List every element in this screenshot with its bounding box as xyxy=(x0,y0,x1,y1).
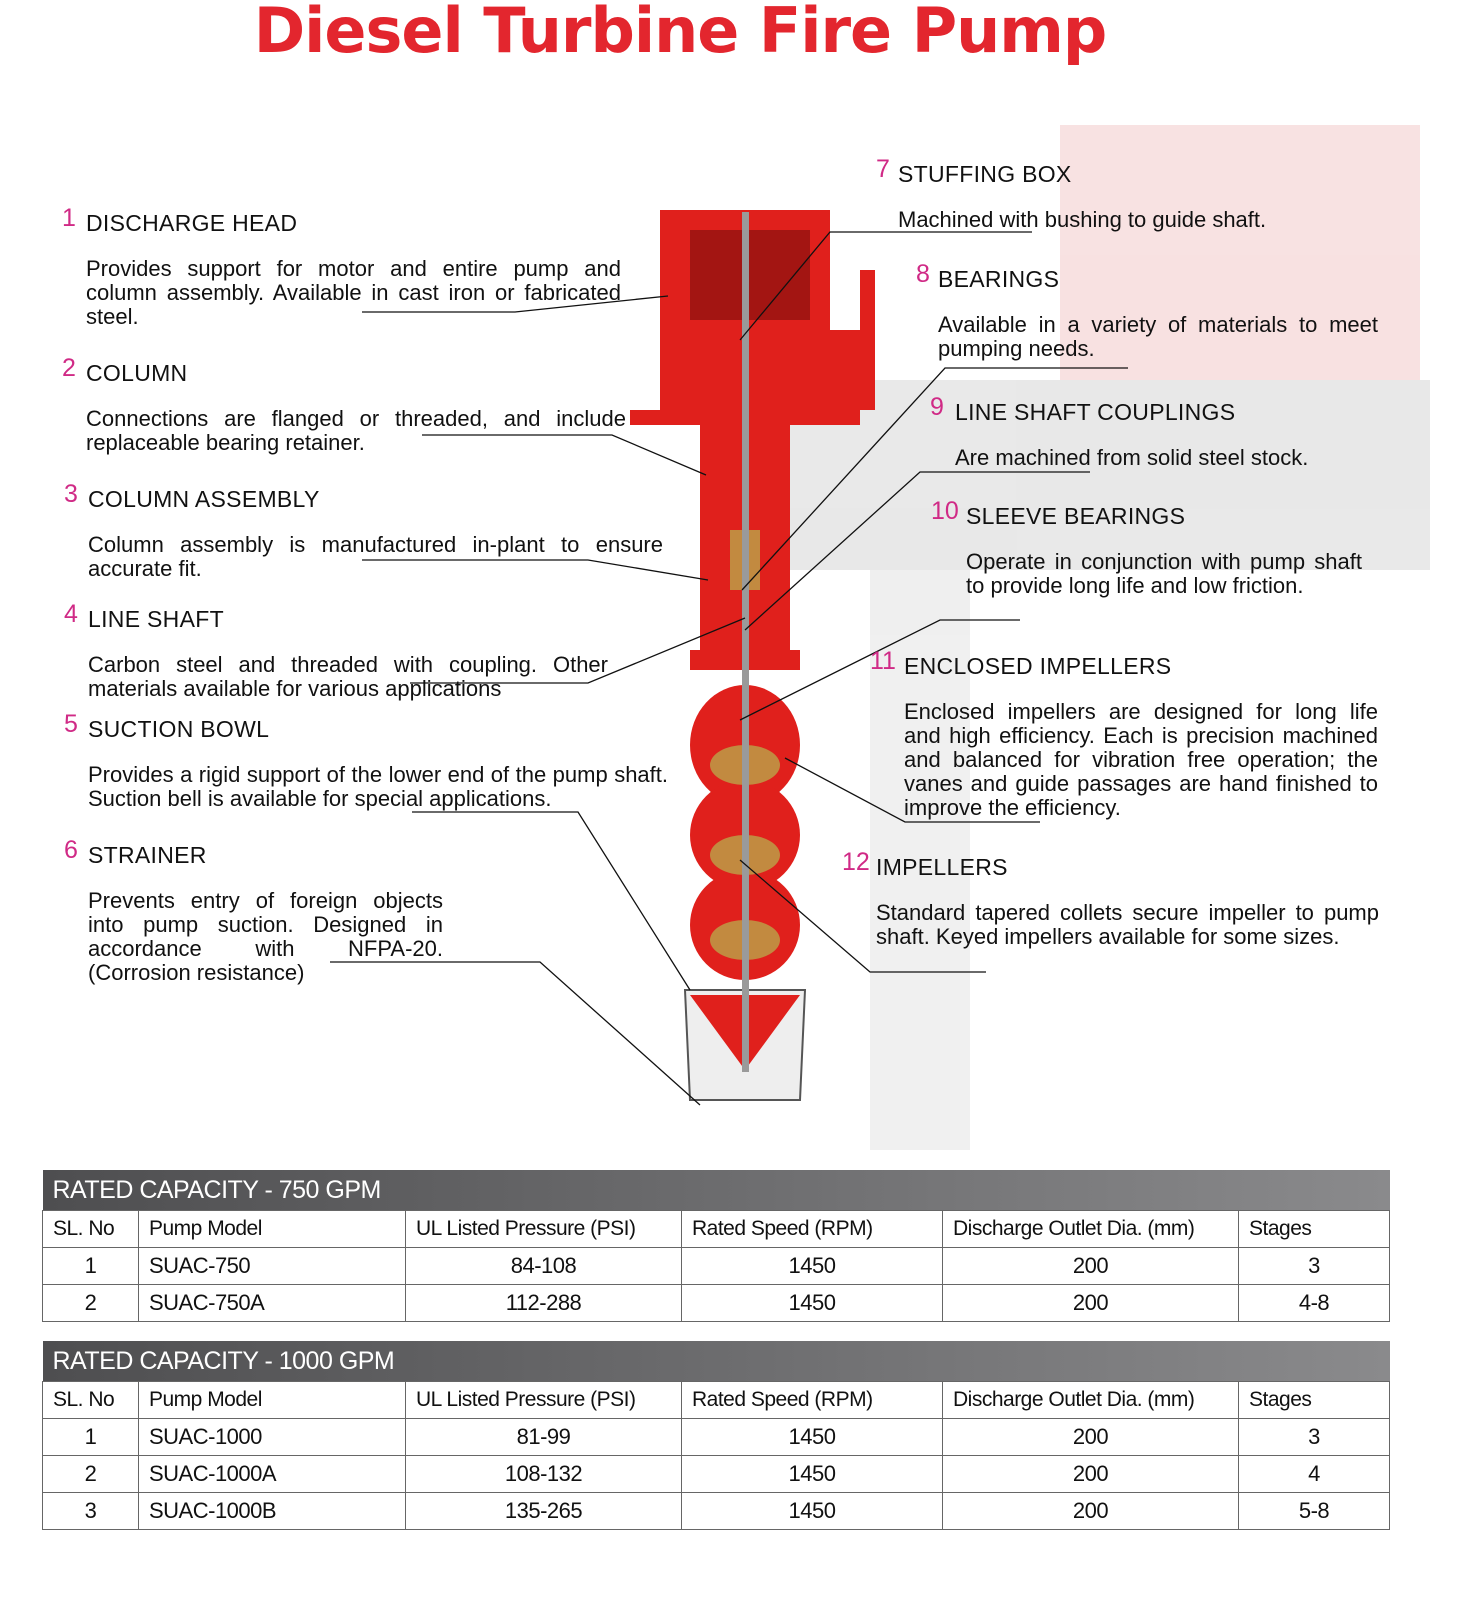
callout-number: 6 xyxy=(64,836,78,864)
callout-title: ENCLOSED IMPELLERS xyxy=(904,653,1172,679)
column-header: Rated Speed (RPM) xyxy=(682,1211,943,1248)
callout-title: STUFFING BOX xyxy=(898,161,1072,187)
cell: 4 xyxy=(1239,1456,1390,1493)
callout-body: Connections are flanged or threaded, and include replaceable bearing retainer. xyxy=(86,406,626,455)
callout-body: Provides support for motor and entire pump and column assembly. Available in cast iron or fabricated steel. xyxy=(86,256,621,329)
column-header: Pump Model xyxy=(139,1382,406,1419)
table-row xyxy=(43,1456,1390,1493)
column-header: Stages xyxy=(1239,1211,1390,1248)
callout-body: Are machined from solid steel stock. xyxy=(955,445,1309,470)
cell: 3 xyxy=(1239,1248,1390,1285)
table-row xyxy=(43,1248,1390,1285)
callout-enclosed-impellers xyxy=(870,647,1378,820)
callout-impellers xyxy=(842,848,1379,949)
cell: 200 xyxy=(943,1419,1239,1456)
cell: SUAC-1000 xyxy=(139,1419,406,1456)
callout-title: LINE SHAFT xyxy=(88,606,224,632)
cell: 1450 xyxy=(682,1285,943,1322)
callout-bearings xyxy=(916,260,1378,361)
callout-body: Standard tapered collets secure impeller to pump shaft. Keyed impellers available for some sizes. xyxy=(876,900,1379,949)
column-header: UL Listed Pressure (PSI) xyxy=(406,1382,682,1419)
cell: 1 xyxy=(43,1248,139,1285)
column-header: SL. No xyxy=(43,1211,139,1248)
column-header: Stages xyxy=(1239,1382,1390,1419)
callout-number: 8 xyxy=(916,260,930,288)
callout-body: Operate in conjunction with pump shaft to provide long life and low friction. xyxy=(966,549,1362,598)
callout-title: SLEEVE BEARINGS xyxy=(966,503,1186,529)
cell: SUAC-750A xyxy=(139,1285,406,1322)
cell: 81-99 xyxy=(406,1419,682,1456)
cell: 108-132 xyxy=(406,1456,682,1493)
callout-title: COLUMN xyxy=(86,360,188,386)
cell: 3 xyxy=(43,1493,139,1530)
callout-number: 12 xyxy=(842,848,870,876)
cell: 200 xyxy=(943,1456,1239,1493)
callout-title: DISCHARGE HEAD xyxy=(86,210,298,236)
cell: 3 xyxy=(1239,1419,1390,1456)
callout-title: BEARINGS xyxy=(938,266,1060,292)
callout-body: Enclosed impellers are designed for long life and high efficiency. Each is precision machined and balanced for vibration free operation; the vanes and guide passages are hand finished to improve the efficiency. xyxy=(904,699,1378,820)
callout-sleeve-bearings xyxy=(931,497,1362,598)
column-header: SL. No xyxy=(43,1382,139,1419)
cell: 1 xyxy=(43,1419,139,1456)
cell: 2 xyxy=(43,1456,139,1493)
callout-number: 11 xyxy=(870,647,896,675)
callout-number: 7 xyxy=(876,155,890,183)
callout-number: 10 xyxy=(931,497,959,525)
table-header-row xyxy=(43,1382,1390,1419)
table-750-gpm xyxy=(42,1170,1390,1322)
table-1000-gpm xyxy=(42,1341,1390,1530)
callout-column-assembly xyxy=(64,480,663,581)
callout-body: Machined with bushing to guide shaft. xyxy=(898,207,1267,232)
column-header: Discharge Outlet Dia. (mm) xyxy=(943,1211,1239,1248)
column-header: Discharge Outlet Dia. (mm) xyxy=(943,1382,1239,1419)
cell: SUAC-1000B xyxy=(139,1493,406,1530)
callout-body: Prevents entry of foreign objects into pump suction. Designed in accordance with NFPA-20. (Corrosion resistance) xyxy=(88,888,443,985)
callout-body: Provides a rigid support of the lower end of the pump shaft. Suction bell is available for special applications. xyxy=(88,762,668,811)
cell: 1450 xyxy=(682,1419,943,1456)
column-header: Rated Speed (RPM) xyxy=(682,1382,943,1419)
cell: 200 xyxy=(943,1248,1239,1285)
cell: 2 xyxy=(43,1285,139,1322)
callout-stuffing-box xyxy=(876,155,1338,232)
column-header: UL Listed Pressure (PSI) xyxy=(406,1211,682,1248)
callout-number: 9 xyxy=(930,393,944,421)
callout-suction-bowl xyxy=(64,710,668,811)
column-header: Pump Model xyxy=(139,1211,406,1248)
cell: 4-8 xyxy=(1239,1285,1390,1322)
callout-title: COLUMN ASSEMBLY xyxy=(88,486,320,512)
callout-number: 4 xyxy=(64,600,78,628)
callout-body: Carbon steel and threaded with coupling. Other materials available for various applications xyxy=(88,652,608,701)
callout-body: Column assembly is manufactured in-plant to ensure accurate fit. xyxy=(88,532,663,581)
page-title: Diesel Turbine Fire Pump xyxy=(253,0,1107,67)
cell: 84-108 xyxy=(406,1248,682,1285)
cell: 1450 xyxy=(682,1456,943,1493)
cell: SUAC-1000A xyxy=(139,1456,406,1493)
callout-body: Available in a variety of materials to meet pumping needs. xyxy=(938,312,1378,361)
callout-number: 1 xyxy=(62,204,76,232)
table-caption: RATED CAPACITY - 750 GPM xyxy=(43,1170,1390,1211)
callout-column xyxy=(62,354,626,455)
callout-line-shaft xyxy=(64,600,608,701)
callout-title: STRAINER xyxy=(88,842,207,868)
table-row xyxy=(43,1493,1390,1530)
table-row xyxy=(43,1419,1390,1456)
cell: 200 xyxy=(943,1285,1239,1322)
callout-title: LINE SHAFT COUPLINGS xyxy=(955,399,1236,425)
callout-title: SUCTION BOWL xyxy=(88,716,270,742)
callout-number: 3 xyxy=(64,480,78,508)
cell: 1450 xyxy=(682,1493,943,1530)
cell: 112-288 xyxy=(406,1285,682,1322)
callout-title: IMPELLERS xyxy=(876,854,1008,880)
pump-body xyxy=(630,210,875,1100)
callout-line-shaft-couplings xyxy=(930,393,1355,470)
cell: 5-8 xyxy=(1239,1493,1390,1530)
cell: SUAC-750 xyxy=(139,1248,406,1285)
cell: 135-265 xyxy=(406,1493,682,1530)
cell: 200 xyxy=(943,1493,1239,1530)
callout-strainer xyxy=(64,836,443,985)
table-header-row xyxy=(43,1211,1390,1248)
table-row xyxy=(43,1285,1390,1322)
cell: 1450 xyxy=(682,1248,943,1285)
callout-discharge-head xyxy=(62,204,621,329)
table-caption: RATED CAPACITY - 1000 GPM xyxy=(43,1341,1390,1382)
callout-number: 2 xyxy=(62,354,76,382)
callout-number: 5 xyxy=(64,710,78,738)
